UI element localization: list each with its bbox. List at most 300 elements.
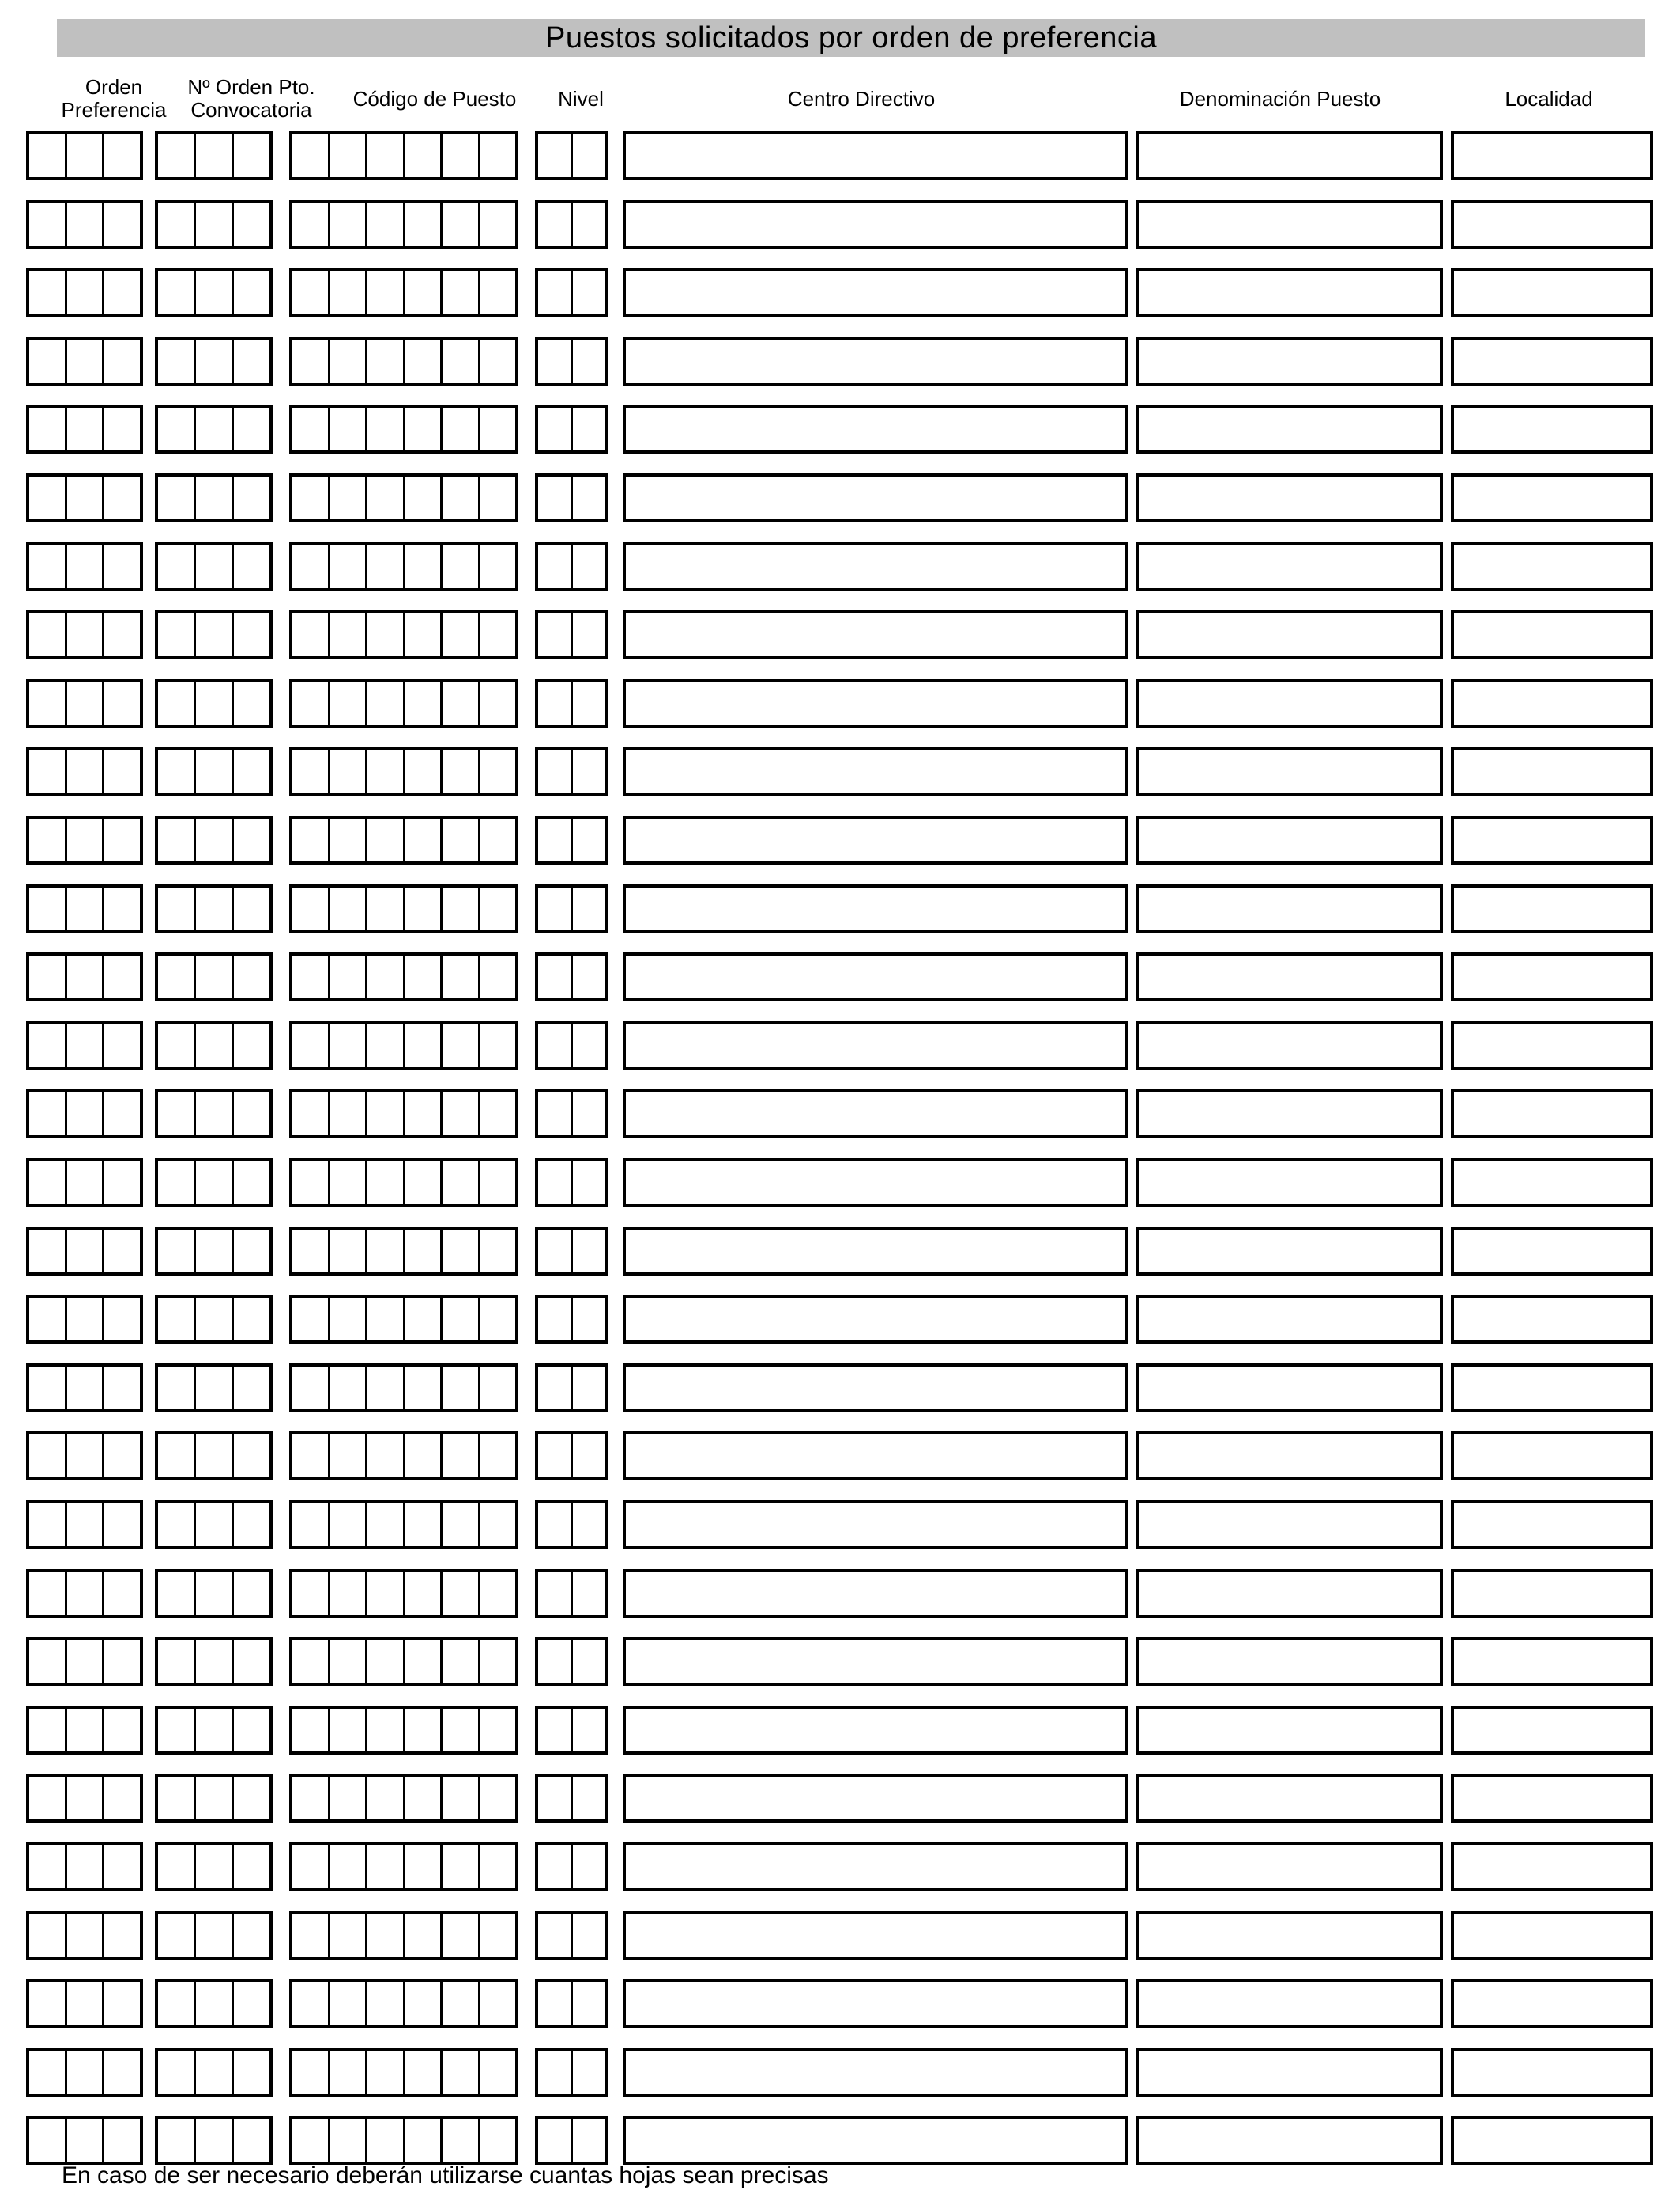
codigo-puesto-digit-box[interactable]: [367, 477, 405, 519]
centro-directivo-field[interactable]: [623, 200, 1128, 249]
orden-preferencia-digit-box[interactable]: [29, 1845, 67, 1888]
numero-orden-digit-box[interactable]: [234, 1161, 269, 1204]
numero-orden-digit-box[interactable]: [196, 1367, 234, 1409]
numero-orden-digit-box[interactable]: [196, 340, 234, 383]
orden-preferencia-digit-box[interactable]: [104, 1845, 140, 1888]
numero-orden-digit-box[interactable]: [196, 613, 234, 656]
orden-preferencia-digit-box[interactable]: [67, 1572, 105, 1615]
numero-orden-digit-box[interactable]: [196, 1640, 234, 1683]
numero-orden-digit-box[interactable]: [196, 1230, 234, 1272]
codigo-puesto-digit-box[interactable]: [443, 819, 480, 861]
nivel-digit-box[interactable]: [538, 271, 573, 314]
orden-preferencia-digit-box[interactable]: [29, 271, 67, 314]
codigo-puesto-digit-box[interactable]: [405, 1982, 443, 2025]
numero-orden-digit-box[interactable]: [234, 477, 269, 519]
numero-orden-digit-box[interactable]: [196, 819, 234, 861]
numero-orden-digit-box[interactable]: [234, 408, 269, 450]
codigo-puesto-digit-box[interactable]: [480, 1914, 516, 1957]
orden-preferencia-digit-box[interactable]: [67, 750, 105, 793]
codigo-puesto-digit-box[interactable]: [480, 682, 516, 725]
codigo-puesto-digit-box[interactable]: [405, 134, 443, 177]
nivel-digit-box[interactable]: [573, 1914, 605, 1957]
codigo-puesto-digit-box[interactable]: [292, 1161, 330, 1204]
orden-preferencia-digit-box[interactable]: [104, 477, 140, 519]
nivel-digit-box[interactable]: [573, 819, 605, 861]
orden-preferencia-digit-box[interactable]: [29, 819, 67, 861]
codigo-puesto-digit-box[interactable]: [367, 1777, 405, 1819]
nivel-digit-box[interactable]: [573, 2051, 605, 2094]
orden-preferencia-digit-box[interactable]: [104, 613, 140, 656]
orden-preferencia-digit-box[interactable]: [67, 682, 105, 725]
nivel-digit-box[interactable]: [573, 1367, 605, 1409]
localidad-field[interactable]: [1451, 1500, 1653, 1549]
numero-orden-digit-box[interactable]: [196, 477, 234, 519]
centro-directivo-field[interactable]: [623, 610, 1128, 659]
codigo-puesto-digit-box[interactable]: [480, 408, 516, 450]
codigo-puesto-digit-box[interactable]: [443, 340, 480, 383]
codigo-puesto-digit-box[interactable]: [330, 1024, 368, 1067]
centro-directivo-field[interactable]: [623, 1500, 1128, 1549]
codigo-puesto-digit-box[interactable]: [480, 1503, 516, 1546]
nivel-digit-box[interactable]: [573, 203, 605, 246]
codigo-puesto-digit-box[interactable]: [367, 340, 405, 383]
codigo-puesto-digit-box[interactable]: [292, 956, 330, 998]
denominacion-puesto-field[interactable]: [1136, 268, 1443, 317]
numero-orden-digit-box[interactable]: [234, 1024, 269, 1067]
localidad-field[interactable]: [1451, 1363, 1653, 1412]
codigo-puesto-digit-box[interactable]: [405, 340, 443, 383]
codigo-puesto-digit-box[interactable]: [367, 1709, 405, 1751]
codigo-puesto-digit-box[interactable]: [330, 1640, 368, 1683]
codigo-puesto-digit-box[interactable]: [330, 408, 368, 450]
denominacion-puesto-field[interactable]: [1136, 337, 1443, 386]
codigo-puesto-digit-box[interactable]: [292, 1024, 330, 1067]
orden-preferencia-digit-box[interactable]: [104, 682, 140, 725]
codigo-puesto-digit-box[interactable]: [292, 408, 330, 450]
codigo-puesto-digit-box[interactable]: [405, 2051, 443, 2094]
denominacion-puesto-field[interactable]: [1136, 1227, 1443, 1276]
codigo-puesto-digit-box[interactable]: [480, 1092, 516, 1135]
codigo-puesto-digit-box[interactable]: [443, 1845, 480, 1888]
codigo-puesto-digit-box[interactable]: [367, 2119, 405, 2162]
orden-preferencia-digit-box[interactable]: [29, 1709, 67, 1751]
codigo-puesto-digit-box[interactable]: [292, 613, 330, 656]
nivel-digit-box[interactable]: [538, 203, 573, 246]
codigo-puesto-digit-box[interactable]: [480, 271, 516, 314]
orden-preferencia-digit-box[interactable]: [104, 956, 140, 998]
codigo-puesto-digit-box[interactable]: [330, 1572, 368, 1615]
codigo-puesto-digit-box[interactable]: [367, 1024, 405, 1067]
denominacion-puesto-field[interactable]: [1136, 1979, 1443, 2028]
numero-orden-digit-box[interactable]: [196, 1503, 234, 1546]
nivel-digit-box[interactable]: [573, 1298, 605, 1340]
numero-orden-digit-box[interactable]: [234, 750, 269, 793]
codigo-puesto-digit-box[interactable]: [292, 1709, 330, 1751]
denominacion-puesto-field[interactable]: [1136, 816, 1443, 865]
denominacion-puesto-field[interactable]: [1136, 747, 1443, 796]
orden-preferencia-digit-box[interactable]: [67, 203, 105, 246]
codigo-puesto-digit-box[interactable]: [367, 819, 405, 861]
nivel-digit-box[interactable]: [538, 1640, 573, 1683]
numero-orden-digit-box[interactable]: [234, 1367, 269, 1409]
orden-preferencia-digit-box[interactable]: [67, 271, 105, 314]
numero-orden-digit-box[interactable]: [196, 956, 234, 998]
codigo-puesto-digit-box[interactable]: [405, 1709, 443, 1751]
nivel-digit-box[interactable]: [573, 1024, 605, 1067]
nivel-digit-box[interactable]: [573, 1092, 605, 1135]
nivel-digit-box[interactable]: [573, 477, 605, 519]
orden-preferencia-digit-box[interactable]: [104, 134, 140, 177]
codigo-puesto-digit-box[interactable]: [405, 2119, 443, 2162]
numero-orden-digit-box[interactable]: [158, 1914, 196, 1957]
codigo-puesto-digit-box[interactable]: [480, 1230, 516, 1272]
numero-orden-digit-box[interactable]: [196, 1161, 234, 1204]
orden-preferencia-digit-box[interactable]: [67, 1434, 105, 1477]
localidad-field[interactable]: [1451, 1021, 1653, 1070]
numero-orden-digit-box[interactable]: [234, 2119, 269, 2162]
localidad-field[interactable]: [1451, 1706, 1653, 1755]
nivel-digit-box[interactable]: [538, 613, 573, 656]
codigo-puesto-digit-box[interactable]: [330, 1503, 368, 1546]
localidad-field[interactable]: [1451, 473, 1653, 522]
nivel-digit-box[interactable]: [538, 1367, 573, 1409]
numero-orden-digit-box[interactable]: [234, 2051, 269, 2094]
localidad-field[interactable]: [1451, 1911, 1653, 1960]
orden-preferencia-digit-box[interactable]: [67, 2051, 105, 2094]
numero-orden-digit-box[interactable]: [234, 1092, 269, 1135]
codigo-puesto-digit-box[interactable]: [292, 1434, 330, 1477]
numero-orden-digit-box[interactable]: [158, 1161, 196, 1204]
nivel-digit-box[interactable]: [573, 545, 605, 588]
numero-orden-digit-box[interactable]: [158, 408, 196, 450]
orden-preferencia-digit-box[interactable]: [29, 750, 67, 793]
nivel-digit-box[interactable]: [538, 340, 573, 383]
codigo-puesto-digit-box[interactable]: [292, 1777, 330, 1819]
orden-preferencia-digit-box[interactable]: [67, 1092, 105, 1135]
numero-orden-digit-box[interactable]: [234, 340, 269, 383]
codigo-puesto-digit-box[interactable]: [405, 1230, 443, 1272]
centro-directivo-field[interactable]: [623, 1227, 1128, 1276]
orden-preferencia-digit-box[interactable]: [29, 613, 67, 656]
denominacion-puesto-field[interactable]: [1136, 1774, 1443, 1823]
orden-preferencia-digit-box[interactable]: [29, 1092, 67, 1135]
codigo-puesto-digit-box[interactable]: [292, 545, 330, 588]
nivel-digit-box[interactable]: [573, 134, 605, 177]
codigo-puesto-digit-box[interactable]: [292, 1503, 330, 1546]
numero-orden-digit-box[interactable]: [234, 271, 269, 314]
codigo-puesto-digit-box[interactable]: [367, 1298, 405, 1340]
nivel-digit-box[interactable]: [538, 1503, 573, 1546]
centro-directivo-field[interactable]: [623, 884, 1128, 933]
denominacion-puesto-field[interactable]: [1136, 1706, 1443, 1755]
orden-preferencia-digit-box[interactable]: [67, 134, 105, 177]
codigo-puesto-digit-box[interactable]: [443, 1161, 480, 1204]
nivel-digit-box[interactable]: [573, 1777, 605, 1819]
codigo-puesto-digit-box[interactable]: [330, 1709, 368, 1751]
nivel-digit-box[interactable]: [573, 1161, 605, 1204]
denominacion-puesto-field[interactable]: [1136, 884, 1443, 933]
numero-orden-digit-box[interactable]: [196, 1845, 234, 1888]
codigo-puesto-digit-box[interactable]: [405, 271, 443, 314]
codigo-puesto-digit-box[interactable]: [367, 408, 405, 450]
codigo-puesto-digit-box[interactable]: [405, 1572, 443, 1615]
numero-orden-digit-box[interactable]: [158, 682, 196, 725]
codigo-puesto-digit-box[interactable]: [443, 750, 480, 793]
orden-preferencia-digit-box[interactable]: [29, 888, 67, 930]
numero-orden-digit-box[interactable]: [234, 1230, 269, 1272]
codigo-puesto-digit-box[interactable]: [405, 1503, 443, 1546]
localidad-field[interactable]: [1451, 952, 1653, 1001]
orden-preferencia-digit-box[interactable]: [29, 956, 67, 998]
orden-preferencia-digit-box[interactable]: [104, 1367, 140, 1409]
codigo-puesto-digit-box[interactable]: [480, 1640, 516, 1683]
codigo-puesto-digit-box[interactable]: [292, 271, 330, 314]
centro-directivo-field[interactable]: [623, 816, 1128, 865]
orden-preferencia-digit-box[interactable]: [104, 2051, 140, 2094]
localidad-field[interactable]: [1451, 2116, 1653, 2165]
numero-orden-digit-box[interactable]: [234, 545, 269, 588]
orden-preferencia-digit-box[interactable]: [29, 1640, 67, 1683]
codigo-puesto-digit-box[interactable]: [405, 545, 443, 588]
codigo-puesto-digit-box[interactable]: [330, 750, 368, 793]
codigo-puesto-digit-box[interactable]: [330, 819, 368, 861]
nivel-digit-box[interactable]: [538, 1982, 573, 2025]
codigo-puesto-digit-box[interactable]: [443, 1572, 480, 1615]
codigo-puesto-digit-box[interactable]: [292, 1640, 330, 1683]
numero-orden-digit-box[interactable]: [196, 1777, 234, 1819]
orden-preferencia-digit-box[interactable]: [104, 888, 140, 930]
orden-preferencia-digit-box[interactable]: [29, 2119, 67, 2162]
orden-preferencia-digit-box[interactable]: [67, 956, 105, 998]
codigo-puesto-digit-box[interactable]: [292, 203, 330, 246]
codigo-puesto-digit-box[interactable]: [480, 2051, 516, 2094]
orden-preferencia-digit-box[interactable]: [104, 1572, 140, 1615]
codigo-puesto-digit-box[interactable]: [443, 1709, 480, 1751]
codigo-puesto-digit-box[interactable]: [330, 1092, 368, 1135]
codigo-puesto-digit-box[interactable]: [330, 1298, 368, 1340]
codigo-puesto-digit-box[interactable]: [443, 888, 480, 930]
orden-preferencia-digit-box[interactable]: [67, 1298, 105, 1340]
nivel-digit-box[interactable]: [573, 750, 605, 793]
codigo-puesto-digit-box[interactable]: [443, 1298, 480, 1340]
centro-directivo-field[interactable]: [623, 1911, 1128, 1960]
codigo-puesto-digit-box[interactable]: [480, 1709, 516, 1751]
numero-orden-digit-box[interactable]: [158, 1230, 196, 1272]
localidad-field[interactable]: [1451, 1979, 1653, 2028]
numero-orden-digit-box[interactable]: [158, 1572, 196, 1615]
codigo-puesto-digit-box[interactable]: [443, 1230, 480, 1272]
denominacion-puesto-field[interactable]: [1136, 131, 1443, 180]
codigo-puesto-digit-box[interactable]: [292, 750, 330, 793]
codigo-puesto-digit-box[interactable]: [292, 1572, 330, 1615]
nivel-digit-box[interactable]: [573, 1434, 605, 1477]
codigo-puesto-digit-box[interactable]: [480, 1572, 516, 1615]
codigo-puesto-digit-box[interactable]: [330, 2119, 368, 2162]
nivel-digit-box[interactable]: [573, 956, 605, 998]
numero-orden-digit-box[interactable]: [196, 1298, 234, 1340]
localidad-field[interactable]: [1451, 337, 1653, 386]
codigo-puesto-digit-box[interactable]: [292, 819, 330, 861]
codigo-puesto-digit-box[interactable]: [330, 2051, 368, 2094]
codigo-puesto-digit-box[interactable]: [443, 613, 480, 656]
centro-directivo-field[interactable]: [623, 2048, 1128, 2097]
codigo-puesto-digit-box[interactable]: [292, 1914, 330, 1957]
orden-preferencia-digit-box[interactable]: [104, 1230, 140, 1272]
codigo-puesto-digit-box[interactable]: [405, 203, 443, 246]
codigo-puesto-digit-box[interactable]: [480, 888, 516, 930]
codigo-puesto-digit-box[interactable]: [367, 545, 405, 588]
codigo-puesto-digit-box[interactable]: [367, 1367, 405, 1409]
nivel-digit-box[interactable]: [573, 1572, 605, 1615]
codigo-puesto-digit-box[interactable]: [405, 956, 443, 998]
nivel-digit-box[interactable]: [538, 1161, 573, 1204]
codigo-puesto-digit-box[interactable]: [367, 1640, 405, 1683]
numero-orden-digit-box[interactable]: [158, 750, 196, 793]
orden-preferencia-digit-box[interactable]: [29, 1024, 67, 1067]
nivel-digit-box[interactable]: [538, 1434, 573, 1477]
codigo-puesto-digit-box[interactable]: [443, 1914, 480, 1957]
orden-preferencia-digit-box[interactable]: [67, 888, 105, 930]
numero-orden-digit-box[interactable]: [158, 1845, 196, 1888]
numero-orden-digit-box[interactable]: [234, 1914, 269, 1957]
codigo-puesto-digit-box[interactable]: [292, 1367, 330, 1409]
centro-directivo-field[interactable]: [623, 542, 1128, 591]
codigo-puesto-digit-box[interactable]: [480, 750, 516, 793]
nivel-digit-box[interactable]: [538, 1777, 573, 1819]
codigo-puesto-digit-box[interactable]: [330, 1367, 368, 1409]
orden-preferencia-digit-box[interactable]: [29, 1367, 67, 1409]
numero-orden-digit-box[interactable]: [158, 545, 196, 588]
codigo-puesto-digit-box[interactable]: [330, 545, 368, 588]
centro-directivo-field[interactable]: [623, 747, 1128, 796]
nivel-digit-box[interactable]: [573, 1982, 605, 2025]
centro-directivo-field[interactable]: [623, 1021, 1128, 1070]
numero-orden-digit-box[interactable]: [158, 1434, 196, 1477]
codigo-puesto-digit-box[interactable]: [367, 682, 405, 725]
localidad-field[interactable]: [1451, 747, 1653, 796]
orden-preferencia-digit-box[interactable]: [29, 1230, 67, 1272]
orden-preferencia-digit-box[interactable]: [104, 271, 140, 314]
centro-directivo-field[interactable]: [623, 473, 1128, 522]
nivel-digit-box[interactable]: [573, 1503, 605, 1546]
numero-orden-digit-box[interactable]: [158, 1709, 196, 1751]
localidad-field[interactable]: [1451, 1774, 1653, 1823]
centro-directivo-field[interactable]: [623, 1431, 1128, 1480]
numero-orden-digit-box[interactable]: [196, 1572, 234, 1615]
codigo-puesto-digit-box[interactable]: [367, 613, 405, 656]
numero-orden-digit-box[interactable]: [158, 1640, 196, 1683]
nivel-digit-box[interactable]: [573, 1709, 605, 1751]
orden-preferencia-digit-box[interactable]: [29, 340, 67, 383]
centro-directivo-field[interactable]: [623, 1089, 1128, 1138]
codigo-puesto-digit-box[interactable]: [443, 1982, 480, 2025]
orden-preferencia-digit-box[interactable]: [104, 750, 140, 793]
orden-preferencia-digit-box[interactable]: [104, 1024, 140, 1067]
nivel-digit-box[interactable]: [573, 1230, 605, 1272]
localidad-field[interactable]: [1451, 1295, 1653, 1344]
orden-preferencia-digit-box[interactable]: [29, 1982, 67, 2025]
codigo-puesto-digit-box[interactable]: [330, 134, 368, 177]
orden-preferencia-digit-box[interactable]: [104, 1914, 140, 1957]
orden-preferencia-digit-box[interactable]: [67, 1024, 105, 1067]
codigo-puesto-digit-box[interactable]: [443, 1503, 480, 1546]
numero-orden-digit-box[interactable]: [196, 1092, 234, 1135]
nivel-digit-box[interactable]: [538, 750, 573, 793]
orden-preferencia-digit-box[interactable]: [67, 340, 105, 383]
orden-preferencia-digit-box[interactable]: [104, 408, 140, 450]
denominacion-puesto-field[interactable]: [1136, 1431, 1443, 1480]
numero-orden-digit-box[interactable]: [196, 750, 234, 793]
codigo-puesto-digit-box[interactable]: [330, 203, 368, 246]
denominacion-puesto-field[interactable]: [1136, 405, 1443, 454]
numero-orden-digit-box[interactable]: [234, 203, 269, 246]
codigo-puesto-digit-box[interactable]: [367, 1434, 405, 1477]
nivel-digit-box[interactable]: [573, 340, 605, 383]
localidad-field[interactable]: [1451, 884, 1653, 933]
denominacion-puesto-field[interactable]: [1136, 952, 1443, 1001]
denominacion-puesto-field[interactable]: [1136, 1363, 1443, 1412]
denominacion-puesto-field[interactable]: [1136, 542, 1443, 591]
codigo-puesto-digit-box[interactable]: [367, 1572, 405, 1615]
codigo-puesto-digit-box[interactable]: [480, 1161, 516, 1204]
localidad-field[interactable]: [1451, 1431, 1653, 1480]
orden-preferencia-digit-box[interactable]: [67, 2119, 105, 2162]
codigo-puesto-digit-box[interactable]: [292, 134, 330, 177]
codigo-puesto-digit-box[interactable]: [405, 1845, 443, 1888]
numero-orden-digit-box[interactable]: [158, 1777, 196, 1819]
codigo-puesto-digit-box[interactable]: [292, 682, 330, 725]
numero-orden-digit-box[interactable]: [234, 1572, 269, 1615]
numero-orden-digit-box[interactable]: [196, 203, 234, 246]
orden-preferencia-digit-box[interactable]: [104, 1777, 140, 1819]
codigo-puesto-digit-box[interactable]: [443, 271, 480, 314]
codigo-puesto-digit-box[interactable]: [367, 1845, 405, 1888]
orden-preferencia-digit-box[interactable]: [67, 1914, 105, 1957]
numero-orden-digit-box[interactable]: [196, 408, 234, 450]
codigo-puesto-digit-box[interactable]: [330, 1845, 368, 1888]
numero-orden-digit-box[interactable]: [158, 1298, 196, 1340]
numero-orden-digit-box[interactable]: [158, 1503, 196, 1546]
codigo-puesto-digit-box[interactable]: [367, 1092, 405, 1135]
nivel-digit-box[interactable]: [538, 134, 573, 177]
codigo-puesto-digit-box[interactable]: [443, 1024, 480, 1067]
orden-preferencia-digit-box[interactable]: [104, 340, 140, 383]
orden-preferencia-digit-box[interactable]: [29, 1298, 67, 1340]
codigo-puesto-digit-box[interactable]: [292, 340, 330, 383]
numero-orden-digit-box[interactable]: [158, 613, 196, 656]
orden-preferencia-digit-box[interactable]: [29, 203, 67, 246]
denominacion-puesto-field[interactable]: [1136, 2048, 1443, 2097]
numero-orden-digit-box[interactable]: [158, 2051, 196, 2094]
nivel-digit-box[interactable]: [538, 1230, 573, 1272]
numero-orden-digit-box[interactable]: [196, 1914, 234, 1957]
nivel-digit-box[interactable]: [538, 408, 573, 450]
nivel-digit-box[interactable]: [538, 1914, 573, 1957]
orden-preferencia-digit-box[interactable]: [29, 1161, 67, 1204]
numero-orden-digit-box[interactable]: [196, 2051, 234, 2094]
numero-orden-digit-box[interactable]: [234, 1777, 269, 1819]
denominacion-puesto-field[interactable]: [1136, 200, 1443, 249]
numero-orden-digit-box[interactable]: [234, 956, 269, 998]
orden-preferencia-digit-box[interactable]: [67, 613, 105, 656]
codigo-puesto-digit-box[interactable]: [480, 1434, 516, 1477]
numero-orden-digit-box[interactable]: [234, 1640, 269, 1683]
codigo-puesto-digit-box[interactable]: [480, 1367, 516, 1409]
numero-orden-digit-box[interactable]: [196, 1709, 234, 1751]
codigo-puesto-digit-box[interactable]: [367, 203, 405, 246]
codigo-puesto-digit-box[interactable]: [480, 956, 516, 998]
codigo-puesto-digit-box[interactable]: [405, 1434, 443, 1477]
